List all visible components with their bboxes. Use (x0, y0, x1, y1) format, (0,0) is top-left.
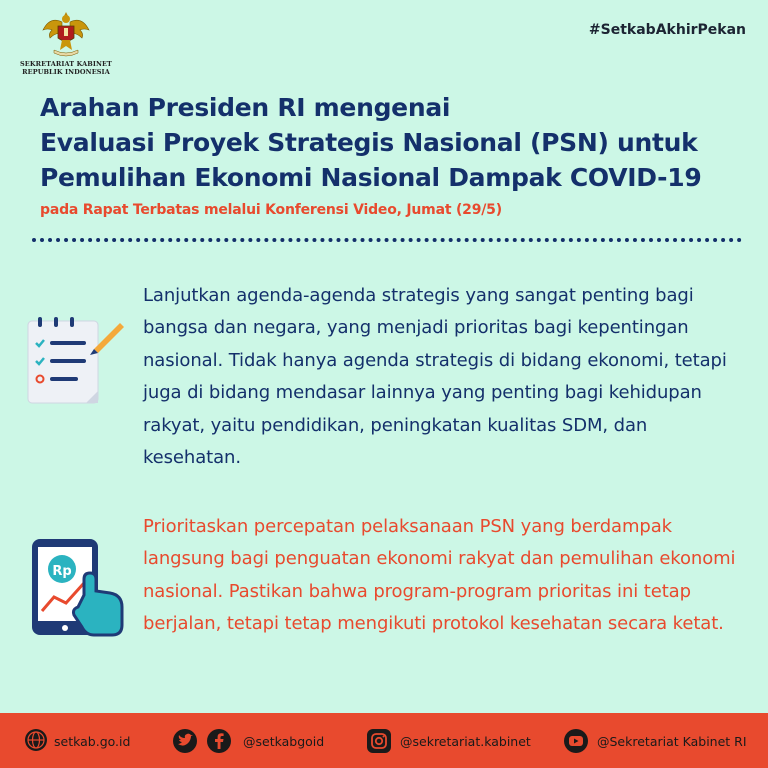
garuda-emblem-icon (40, 8, 92, 60)
page-title (40, 90, 750, 195)
rp-label: Rp (52, 564, 72, 579)
youtube-icon[interactable] (563, 728, 589, 754)
youtube-link[interactable]: @Sekretariat Kabinet RI (597, 734, 747, 749)
title-line-1: Arahan Presiden RI mengenai (40, 93, 451, 122)
footer-bar (0, 713, 768, 768)
point-1-text: Lanjutkan agenda-agenda strategis yang sangat penting bagi bangsa dan negara, yang menjadi prioritas bagi kepentingan nasional. Tidak hanya agenda strategis di bidang ekonomi, tetapi juga di bidang mendasar lainnya yang penting bagi kehidupan rakyat, yaitu pendidikan, peningkatan kualitas SDM, dan kesehatan. (143, 285, 727, 469)
logo-line-2: REPUBLIK INDONESIA (22, 68, 110, 76)
logo-line-1: SEKRETARIAT KABINET (19, 60, 112, 68)
website-link[interactable]: setkab.go.id (54, 734, 131, 749)
globe-icon[interactable] (24, 728, 48, 752)
dotted-divider (32, 238, 742, 242)
twitter-icon[interactable] (172, 728, 198, 754)
rupiah-tablet-icon (30, 535, 135, 644)
hashtag: #SetkabAkhirPekan (588, 22, 746, 38)
title-line-3: Pemulihan Ekonomi Nasional Dampak COVID-19 (40, 163, 702, 192)
social-handle-link[interactable]: @setkabgoid (243, 734, 325, 749)
title-line-2: Evaluasi Proyek Strategis Nasional (PSN) untuk (40, 128, 698, 157)
setkab-logo (14, 8, 118, 76)
instagram-link[interactable]: @sekretariat.kabinet (400, 734, 531, 749)
instagram-icon[interactable] (366, 728, 392, 754)
checklist-icon (24, 315, 124, 411)
facebook-icon[interactable] (206, 728, 232, 754)
point-2-text: Prioritaskan percepatan pelaksanaan PSN yang berdampak langsung bagi penguatan ekonomi rakyat dan pemulihan ekonomi nasional. Pastikan bahwa program-program prioritas ini tetap berjalan, tetapi tetap mengikuti protokol kesehatan secara ketat. (143, 516, 736, 635)
subtitle: pada Rapat Terbatas melalui Konferensi Video, Jumat (29/5) (40, 202, 502, 218)
